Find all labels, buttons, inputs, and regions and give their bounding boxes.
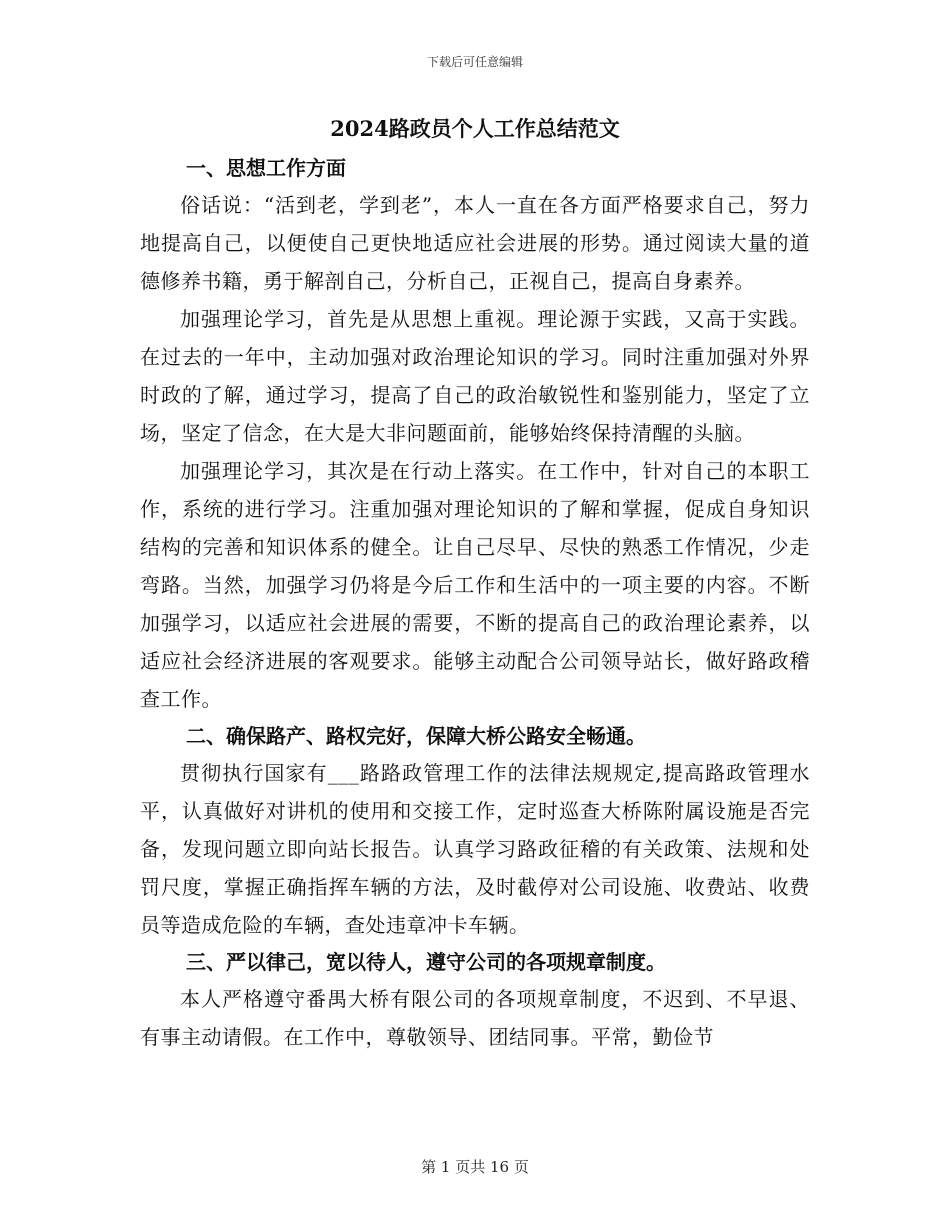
paragraph: 加强理论学习，其次是在行动上落实。在工作中，针对自己的本职工作，系统的进行学习。注重加强对理论知识的了解和掌握，促成自身知识结构的完善和知识体系的健全。让自己尽早、尽快的熟悉工作情况，少走弯路。当然，加强学习仍将是今后工作和生活中的一项主要的内容。不断加强学习，以适应社会进展的需要，不断的提高自己的政治理论素养，以适应社会经济进展的客观要求。能够主动配合公司领导站长，做好路政稽查工作。: [140, 459, 810, 711]
section-1: [140, 150, 810, 718]
section-heading: 一、思想工作方面: [186, 156, 346, 180]
paragraph: 俗话说：“活到老，学到老”，本人一直在各方面严格要求自己，努力地提高自己，以便使自己更快地适应社会进展的形势。通过阅读大量的道德修养书籍，勇于解剖自己，分析自己，正视自己，提高自身素养。: [140, 193, 810, 293]
page-header: 下载后可任意编辑: [426, 55, 523, 69]
section-3: [140, 944, 810, 1056]
paragraph: 本人严格遵守番禺大桥有限公司的各项规章制度，不迟到、不早退、有事主动请假。在工作中，尊敬领导、团结同事。平常，勤俭节: [140, 987, 810, 1049]
paragraph: 贯彻执行国家有___路路政管理工作的法律法规规定,提高路政管理水平，认真做好对讲机的使用和交接工作，定时巡查大桥陈附属设施是否完备，发现问题立即向站长报告。认真学习路政征稽的有关政策、法规和处罚尺度，掌握正确指挥车辆的方法，及时截停对公司设施、收费站、收费员等造成危险的车辆，查处违章冲卡车辆。: [140, 761, 810, 937]
document-title: 2024路政员个人工作总结范文: [330, 116, 620, 141]
document-body: [140, 112, 810, 1056]
section-2: [140, 718, 810, 944]
paragraph: 加强理论学习，首先是从思想上重视。理论源于实践，又高于实践。在过去的一年中，主动加强对政治理论知识的学习。同时注重加强对外界时政的了解，通过学习，提高了自己的政治敏锐性和鉴别能力，坚定了立场，坚定了信念，在大是大非问题面前，能够始终保持清醒的头脑。: [140, 307, 810, 445]
section-heading: 二、确保路产、路权完好，保障大桥公路安全畅通。: [186, 724, 646, 748]
page-footer: 第 1 页共 16 页: [421, 1158, 529, 1176]
section-heading: 三、严以律己，宽以待人，遵守公司的各项规章制度。: [186, 950, 666, 974]
